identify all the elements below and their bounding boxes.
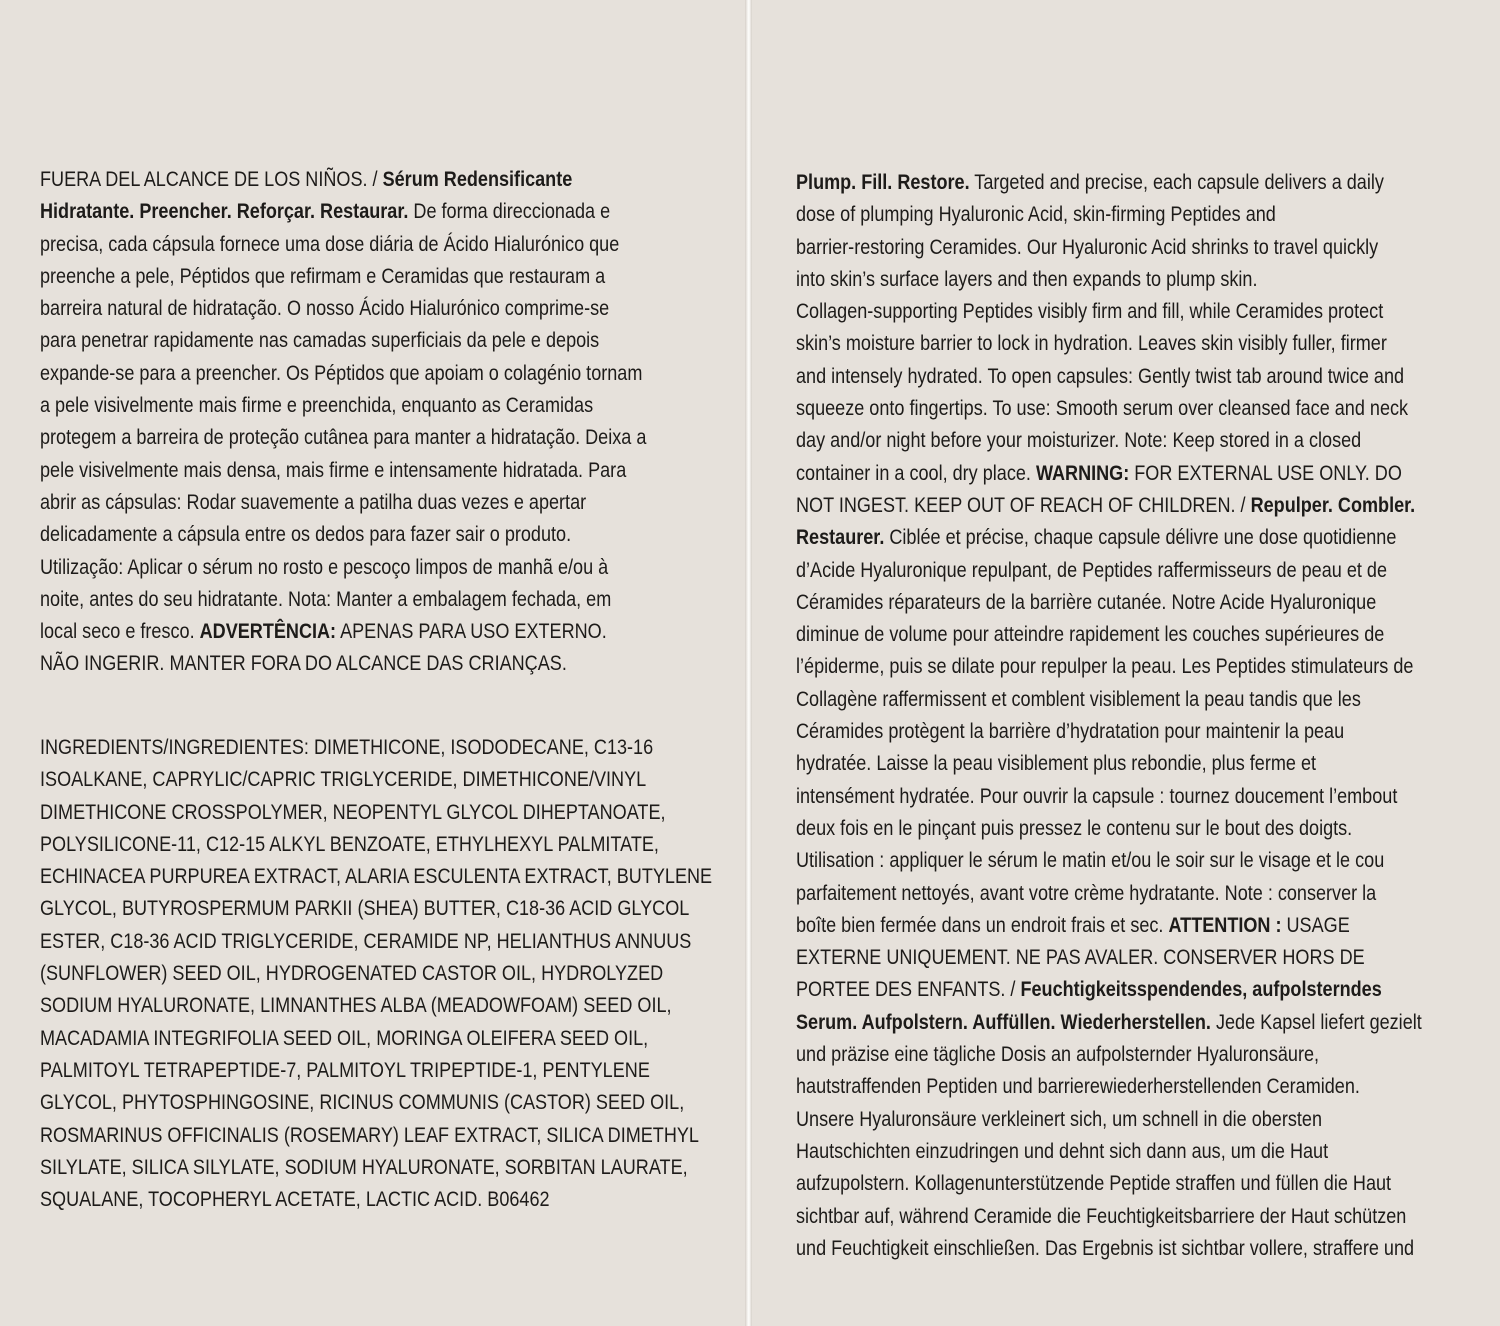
text-line: [40, 390, 646, 422]
text-line: [40, 325, 646, 357]
text-segment: container in a cool, dry place.: [796, 461, 1036, 485]
text-segment: Collagène raffermissent et comblent visiblement la peau tandis que les: [796, 687, 1361, 711]
text-line: [796, 361, 1422, 393]
text-line: [40, 1120, 712, 1152]
text-line: [796, 393, 1422, 425]
bold-text-segment: WARNING:: [1035, 461, 1130, 485]
bold-text-segment: Hidratante. Preencher. Reforçar. Restaurar.: [40, 200, 409, 224]
text-segment: GLYCOL, BUTYROSPERMUM PARKII (SHEA) BUTTER, C18-36 ACID GLYCOL: [40, 897, 690, 921]
text-segment: skin’s moisture barrier to lock in hydration. Leaves skin visibly fuller, firmer: [796, 332, 1387, 356]
text-line: [796, 555, 1422, 587]
text-segment: diminue de volume pour atteindre rapidement les couches supérieures de: [796, 623, 1385, 647]
text-line: [40, 519, 646, 551]
text-segment: Jede Kapsel liefert gezielt: [1210, 1010, 1422, 1034]
text-line: [796, 716, 1422, 748]
text-line: [40, 616, 646, 648]
text-line: [796, 974, 1422, 1006]
text-line: [796, 296, 1422, 328]
text-line: [40, 1184, 712, 1216]
text-segment: Céramides protègent la barrière d’hydratation pour maintenir la peau: [796, 720, 1345, 744]
text-line: [40, 958, 712, 990]
text-segment: Utilização: Aplicar o sérum no rosto e pescoço limpos de manhã e/ou à: [40, 555, 609, 579]
text-line: [40, 1055, 712, 1087]
text-segment: intensément hydratée. Pour ouvrir la capsule : tournez doucement l’embout: [796, 784, 1398, 808]
text-segment: INGREDIENTS/INGREDIENTES: DIMETHICONE, ISODODECANE, C13-16: [40, 736, 654, 759]
text-segment: deux fois en le pinçant puis pressez le contenu sur le bout des doigts.: [796, 816, 1353, 840]
text-segment: ECHINACEA PURPUREA EXTRACT, ALARIA ESCULENTA EXTRACT, BUTYLENE: [40, 865, 713, 889]
text-line: [40, 487, 646, 519]
portuguese-description-block: [40, 164, 646, 681]
text-segment: GLYCOL, PHYTOSPHINGOSINE, RICINUS COMMUNIS (CASTOR) SEED OIL,: [40, 1091, 685, 1115]
text-line: [40, 648, 646, 680]
text-line: [40, 293, 646, 325]
text-segment: parfaitement nettoyés, avant votre crème hydratante. Note : conserver la: [796, 881, 1377, 905]
text-segment: APENAS PARA USO EXTERNO.: [336, 620, 607, 644]
text-segment: dose of plumping Hyaluronic Acid, skin-firming Peptides and: [796, 203, 1276, 227]
text-line: [796, 748, 1422, 780]
text-segment: De forma direccionada e: [408, 200, 611, 224]
text-line: [40, 732, 712, 764]
text-line: [796, 232, 1422, 264]
text-segment: ROSMARINUS OFFICINALIS (ROSEMARY) LEAF EXTRACT, SILICA DIMETHYL: [40, 1123, 699, 1147]
text-line: [796, 199, 1422, 231]
text-segment: squeeze onto fingertips. To use: Smooth serum over cleansed face and neck: [796, 397, 1409, 421]
text-line: [40, 1087, 712, 1119]
text-line: [796, 1233, 1422, 1265]
text-segment: local seco e fresco.: [40, 620, 200, 644]
text-line: [40, 764, 712, 796]
text-segment: EXTERNE UNIQUEMENT. NE PAS AVALER. CONSERVER HORS DE: [796, 946, 1365, 970]
text-segment: DIMETHICONE CROSSPOLYMER, NEOPENTYL GLYCOL DIHEPTANOATE,: [40, 800, 666, 824]
text-line: [796, 522, 1422, 554]
bold-text-segment: Feuchtigkeitsspendendes, aufpolsterndes: [1020, 978, 1382, 1002]
text-line: [796, 587, 1422, 619]
text-line: [40, 261, 646, 293]
text-line: [796, 1071, 1422, 1103]
text-segment: USAGE: [1281, 913, 1350, 937]
text-segment: PALMITOYL TETRAPEPTIDE-7, PALMITOYL TRIPEPTIDE-1, PENTYLENE: [40, 1058, 650, 1082]
bold-text-segment: ADVERTÊNCIA:: [199, 620, 337, 644]
text-segment: Utilisation : appliquer le sérum le matin et/ou le soir sur le visage et le cou: [796, 849, 1385, 873]
bold-text-segment: Serum. Aufpolstern. Auffüllen. Wiederherstellen.: [796, 1010, 1211, 1034]
text-segment: a pele visivelmente mais firme e preenchida, enquanto as Ceramidas: [40, 394, 594, 418]
text-segment: (SUNFLOWER) SEED OIL, HYDROGENATED CASTOR OIL, HYDROLYZED: [40, 962, 664, 986]
text-line: [796, 1136, 1422, 1168]
text-segment: barreira natural de hidratação. O nosso Ácido Hialurónico comprime-se: [40, 297, 610, 321]
text-line: [796, 1007, 1422, 1039]
text-line: [40, 926, 712, 958]
text-line: [796, 813, 1422, 845]
bold-text-segment: Repulper. Combler.: [1250, 493, 1416, 517]
text-line: [40, 358, 646, 390]
text-segment: l’épiderme, puis se dilate pour repulper la peau. Les Peptides stimulateurs de: [796, 655, 1414, 679]
text-line: [796, 1104, 1422, 1136]
text-line: [40, 196, 646, 228]
text-segment: precisa, cada cápsula fornece uma dose diária de Ácido Hialurónico que: [40, 232, 620, 256]
text-segment: expande-se para a preencher. Os Péptidos que apoiam o colagénio tornam: [40, 361, 643, 385]
text-line: [40, 990, 712, 1022]
text-line: [40, 455, 646, 487]
text-line: [796, 458, 1422, 490]
text-segment: noite, antes do seu hidratante. Nota: Manter a embalagem fechada, em: [40, 587, 612, 611]
text-segment: MACADAMIA INTEGRIFOLIA SEED OIL, MORINGA OLEIFERA SEED OIL,: [40, 1026, 649, 1050]
bold-text-segment: ATTENTION :: [1168, 913, 1282, 937]
right-label-panel: [752, 0, 1500, 1326]
text-line: [40, 164, 646, 196]
text-segment: para penetrar rapidamente nas camadas superficiais da pele e depois: [40, 329, 600, 353]
text-line: [40, 584, 646, 616]
text-segment: NÃO INGERIR. MANTER FORA DO ALCANCE DAS CRIANÇAS.: [40, 652, 567, 676]
text-segment: preenche a pele, Péptidos que refirmam e Ceramidas que restauram a: [40, 264, 606, 288]
text-line: [796, 619, 1422, 651]
text-line: [796, 264, 1422, 296]
text-segment: Targeted and precise, each capsule delivers a daily: [969, 171, 1384, 194]
text-line: [796, 1201, 1422, 1233]
text-segment: und präzise eine tägliche Dosis an aufpolsternder Hyaluronsäure,: [796, 1043, 1320, 1067]
text-segment: und Feuchtigkeit einschließen. Das Ergebnis ist sichtbar vollere, straffere und: [796, 1236, 1415, 1260]
text-line: [796, 328, 1422, 360]
text-line: [796, 425, 1422, 457]
text-line: [40, 422, 646, 454]
text-line: [40, 861, 712, 893]
text-segment: SILYLATE, SILICA SILYLATE, SODIUM HYALURONATE, SORBITAN LAURATE,: [40, 1155, 688, 1179]
text-line: [40, 797, 712, 829]
bold-text-segment: Sérum Redensificante: [382, 168, 573, 191]
text-segment: Unsere Hyaluronsäure verkleinert sich, um schnell in die obersten: [796, 1107, 1322, 1131]
text-line: [796, 781, 1422, 813]
text-segment: Ciblée et précise, chaque capsule délivre une dose quotidienne: [884, 526, 1397, 550]
multilingual-description-block: [796, 167, 1422, 1265]
text-line: [40, 829, 712, 861]
text-segment: ISOALKANE, CAPRYLIC/CAPRIC TRIGLYCERIDE, DIMETHICONE/VINYL: [40, 768, 647, 792]
text-segment: Hautschichten einzudringen und dehnt sich dann aus, um die Haut: [796, 1139, 1329, 1163]
text-line: [40, 552, 646, 584]
text-segment: SQUALANE, TOCOPHERYL ACETATE, LACTIC ACID. B06462: [40, 1188, 550, 1212]
text-segment: SODIUM HYALURONATE, LIMNANTHES ALBA (MEADOWFOAM) SEED OIL,: [40, 994, 672, 1018]
text-segment: barrier-restoring Ceramides. Our Hyaluronic Acid shrinks to travel quickly: [796, 235, 1379, 259]
text-line: [796, 878, 1422, 910]
text-segment: pele visivelmente mais densa, mais firme e intensamente hidratada. Para: [40, 458, 627, 482]
text-segment: PORTEE DES ENFANTS. /: [796, 978, 1021, 1002]
left-label-panel: [0, 0, 745, 1326]
text-segment: FOR EXTERNAL USE ONLY. DO: [1129, 461, 1402, 485]
text-segment: Céramides réparateurs de la barrière cutanée. Notre Acide Hyaluronique: [796, 590, 1377, 614]
text-line: [796, 942, 1422, 974]
text-segment: POLYSILICONE-11, C12-15 ALKYL BENZOATE, ETHYLHEXYL PALMITATE,: [40, 832, 659, 856]
text-segment: hydratée. Laisse la peau visiblement plus rebondie, plus ferme et: [796, 752, 1317, 776]
text-line: [796, 167, 1422, 199]
ingredients-list-block: [40, 732, 712, 1216]
text-segment: protegem a barreira de proteção cutânea para manter a hidratação. Deixa a: [40, 426, 647, 450]
text-segment: delicadamente a cápsula entre os dedos para fazer sair o produto.: [40, 523, 572, 547]
text-segment: Collagen-supporting Peptides visibly firm and fill, while Ceramides protect: [796, 300, 1384, 324]
text-line: [796, 1168, 1422, 1200]
text-line: [796, 651, 1422, 683]
text-segment: day and/or night before your moisturizer. Note: Keep stored in a closed: [796, 429, 1362, 453]
text-line: [796, 490, 1422, 522]
bold-text-segment: Plump. Fill. Restore.: [796, 171, 970, 194]
text-line: [40, 893, 712, 925]
text-segment: abrir as cápsulas: Rodar suavemente a patilha duas vezes e apertar: [40, 490, 587, 514]
text-line: [40, 1152, 712, 1184]
text-line: [40, 1023, 712, 1055]
text-segment: aufzupolstern. Kollagenunterstützende Peptide straffen und füllen die Haut: [796, 1172, 1392, 1196]
text-segment: into skin’s surface layers and then expands to plump skin.: [796, 267, 1258, 291]
text-line: [40, 229, 646, 261]
text-line: [796, 684, 1422, 716]
text-segment: boîte bien fermée dans un endroit frais et sec.: [796, 913, 1169, 937]
text-line: [796, 1039, 1422, 1071]
text-line: [796, 845, 1422, 877]
text-segment: NOT INGEST. KEEP OUT OF REACH OF CHILDREN. /: [796, 493, 1251, 517]
text-segment: FUERA DEL ALCANCE DE LOS NIÑOS. /: [40, 168, 383, 191]
panel-divider: [745, 0, 752, 1326]
bold-text-segment: Restaurer.: [796, 526, 885, 550]
text-line: [796, 910, 1422, 942]
text-segment: hautstraffenden Peptiden und barrierewiederherstellenden Ceramiden.: [796, 1075, 1360, 1099]
text-segment: and intensely hydrated. To open capsules: Gently twist tab around twice and: [796, 364, 1405, 388]
text-segment: d’Acide Hyaluronique repulpant, de Peptides raffermisseurs de peau et de: [796, 558, 1388, 582]
text-segment: sichtbar auf, während Ceramide die Feuchtigkeitsbarriere der Haut schützen: [796, 1204, 1407, 1228]
text-segment: ESTER, C18-36 ACID TRIGLYCERIDE, CERAMIDE NP, HELIANTHUS ANNUUS: [40, 929, 692, 953]
